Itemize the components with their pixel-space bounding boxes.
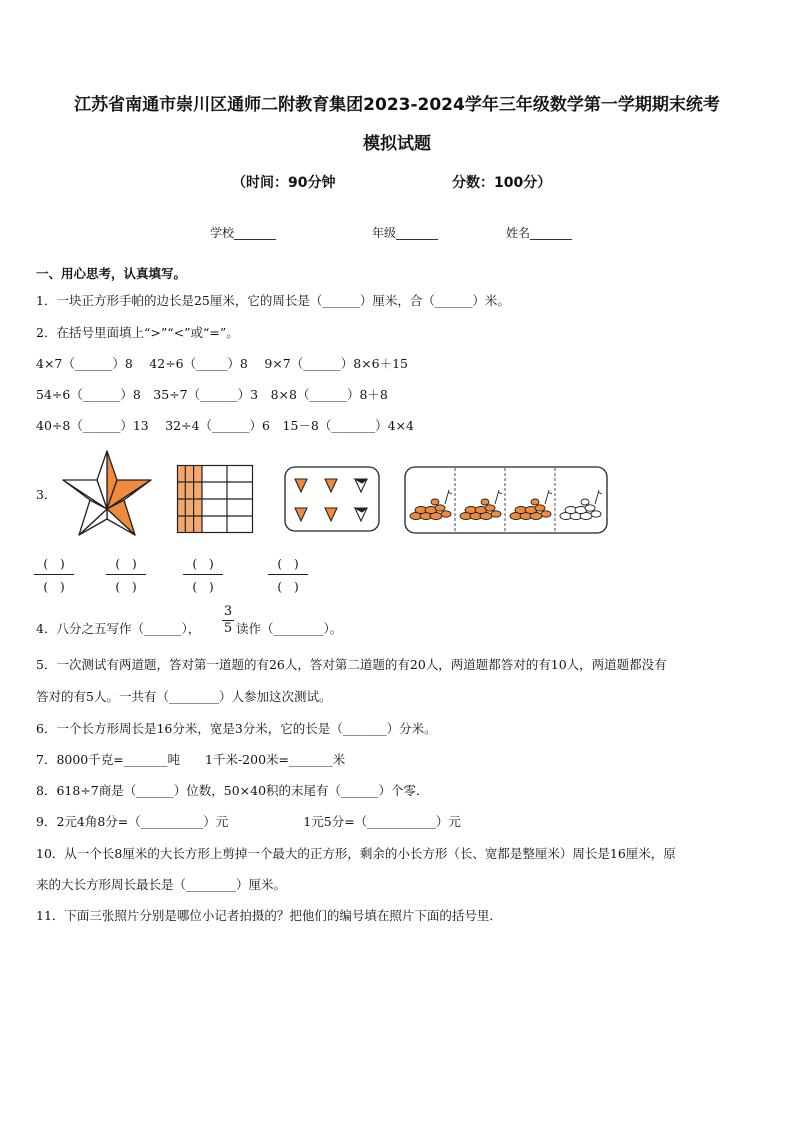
question-6: 6．一个长方形周长是16分米，宽是3分米，它的长是（_______）分米。 — [36, 721, 437, 736]
question-8: 8．618÷7商是（______）位数，50×40积的末尾有（______）个零． — [36, 783, 429, 798]
star-figure — [60, 449, 154, 539]
page-title-line2: 模拟试题 — [363, 134, 431, 154]
acorn-figure — [284, 466, 380, 532]
grade-field: 年级_______ — [372, 226, 439, 240]
question-2: 2．在括号里面填上“>”“<”或“=”。 — [36, 325, 239, 340]
fraction-blank[interactable]: ( ) ( ) — [183, 555, 223, 595]
question-1: 1．一块正方形手帕的边长是25厘米，它的周长是（______）厘米，合（______）米。 — [36, 293, 510, 308]
exam-time: （时间：90分钟 — [232, 175, 336, 191]
question-5-line-2: 答对的有5人。一共有（________）人参加这次测试。 — [36, 689, 332, 704]
question-2-row-2: 54÷6（______）8 35÷7（______）3 8×8（______）8＋8 — [36, 387, 388, 402]
question-4-part-a: 4．八分之五写作（______）， — [36, 621, 201, 636]
question-5-line-1: 5．一次测试有两道题，答对第一道题的有26人，答对第二道题的有20人，两道题都答对的有10人，两道题都没有 — [36, 657, 667, 672]
grid-figure — [177, 465, 253, 533]
fraction-three-fifths: $\frac{3}{5}$ — [223, 604, 233, 636]
question-2-row-1: 4×7（______）8 42÷6（_____）8 9×7（______）8×6＋15 — [36, 356, 408, 371]
fraction-blank[interactable]: ( ) ( ) — [34, 555, 74, 595]
question-3-label: 3． — [36, 487, 57, 502]
question-7: 7．8000千克=_______吨 1千米-200米=_______米 — [36, 752, 346, 767]
question-11: 11．下面三张照片分别是哪位小记者拍摄的？把他们的编号填在照片下面的括号里． — [36, 908, 502, 923]
question-10-line-1: 10．从一个长8厘米的大长方形上剪掉一个最大的正方形，剩余的小长方形（长、宽都是整厘米）周长是16厘米，原 — [36, 846, 676, 861]
section-heading: 一、用心思考，认真填写。 — [36, 266, 187, 281]
exam-score: 分数：100分） — [452, 175, 552, 191]
fraction-blank[interactable]: ( ) ( ) — [268, 555, 308, 595]
school-field: 学校_______ — [210, 226, 277, 240]
page-title: 江苏省南通市崇川区通师二附教育集团2023-2024学年三年级数学第一学期期末统考 — [74, 95, 720, 115]
question-2-row-3: 40÷8（______）13 32÷4（______）6 15－8（_______）4×4 — [36, 418, 414, 433]
question-9: 9．2元4角8分=（__________）元 1元5分=（___________）元 — [36, 814, 461, 829]
name-field: 姓名_______ — [506, 226, 573, 240]
question-10-line-2: 来的大长方形周长最长是（________）厘米。 — [36, 877, 287, 892]
piles-figure — [404, 466, 608, 534]
fraction-blank[interactable]: ( ) ( ) — [106, 555, 146, 595]
question-4-part-b: 读作（________）。 — [236, 621, 343, 636]
